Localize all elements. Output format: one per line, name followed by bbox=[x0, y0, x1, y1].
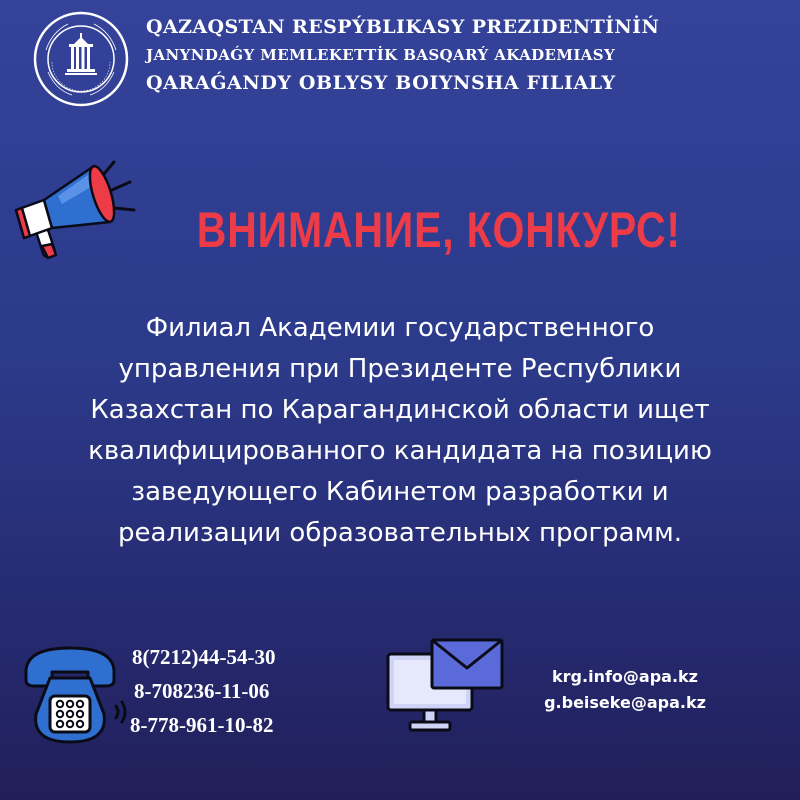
body-line: заведующего Кабинетом разработки и bbox=[131, 477, 669, 507]
org-name-line-3: QARAǴANDY OBLYSY BOIYNSHA FILIALY bbox=[146, 72, 616, 94]
org-name-line-2: JANYNDAǴY MEMLEKETTİK BASQARÝ AKADEMIASY bbox=[146, 46, 616, 64]
email-address[interactable]: krg.info@apa.kz bbox=[552, 667, 698, 686]
phone-number[interactable]: 8(7212)44-54-30 bbox=[132, 645, 276, 669]
body-line: Филиал Академии государственного bbox=[145, 313, 655, 343]
megaphone-icon bbox=[8, 160, 150, 270]
header bbox=[32, 10, 792, 110]
email-list bbox=[540, 664, 710, 716]
telephone-icon bbox=[20, 642, 132, 748]
body-line: Казахстан по Карагандинской области ищет bbox=[90, 395, 710, 425]
academy-seal-icon bbox=[32, 10, 130, 108]
body-line: реализации образовательных программ. bbox=[117, 518, 683, 548]
computer-mail-icon bbox=[384, 636, 506, 736]
announcement-title: ВНИМАНИЕ, КОНКУРС! bbox=[196, 202, 681, 258]
body-line: квалифицированного кандидата на позицию bbox=[88, 436, 712, 466]
announcement-body bbox=[30, 308, 770, 554]
email-address[interactable]: g.beiseke@apa.kz bbox=[544, 693, 706, 712]
body-line: управления при Президенте Республики bbox=[118, 354, 682, 384]
phone-number[interactable]: 8-708236-11-06 bbox=[134, 679, 270, 703]
phone-list bbox=[130, 640, 275, 742]
phone-number[interactable]: 8-778-961-10-82 bbox=[130, 713, 274, 737]
org-name-line-1: QAZAQSTAN RESPÝBLIKASY PREZIDENTİNİŃ bbox=[146, 16, 660, 38]
